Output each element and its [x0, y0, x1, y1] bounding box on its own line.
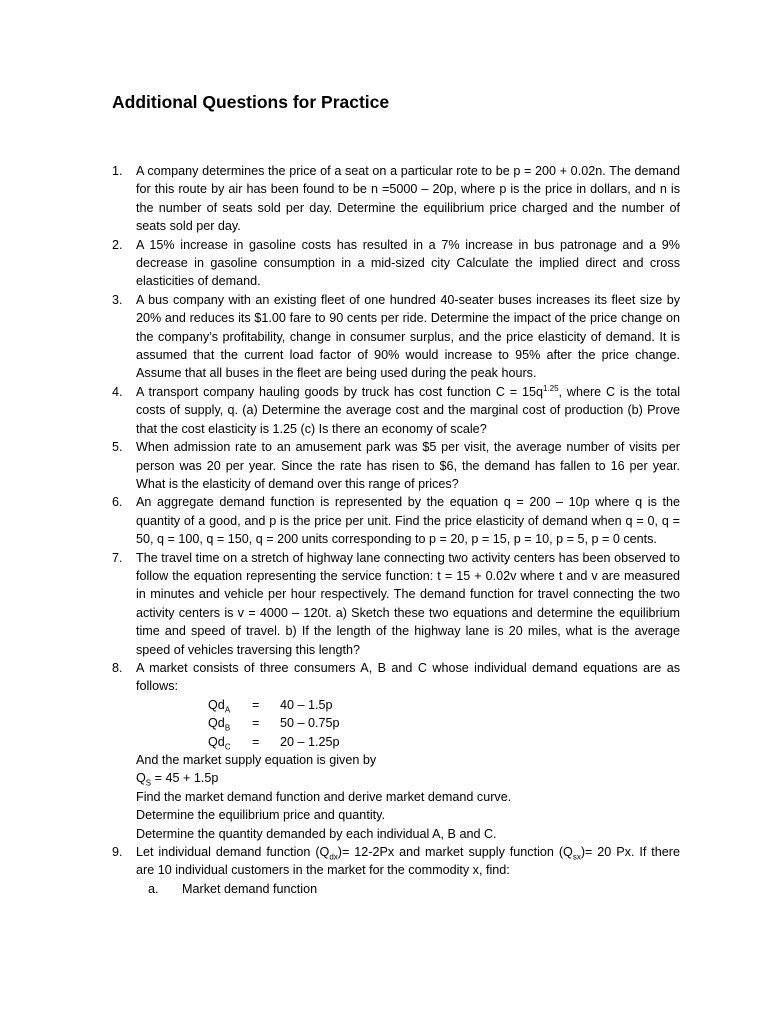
equation-lhs: $Qd_A$	[208, 697, 231, 715]
question-6	[112, 493, 680, 548]
question-text: Let individual demand function $(Q_{dx})= 12-2Px$ and market supply function $(Q_{sx})= 20$ Px. If there are 10 individual customers in the market for the commodity x, find:	[136, 845, 680, 878]
question-text: A market consists of three consumers A, B and C whose individual demand equations are as follows:	[136, 660, 680, 694]
question-3	[112, 291, 680, 383]
question-number: 2.	[112, 237, 123, 252]
demand-equation-a	[136, 696, 680, 714]
question-text: When admission rate to an amusement park was $5 per visit, the average number of visits per person was 20 per year. Since the rate has risen to $6, the demand has fallen to 16 per year. What is the elasticity of demand over this range of prices?	[136, 440, 680, 491]
sub-question-text: Market demand function	[182, 881, 318, 896]
question-text: A company determines the price of a seat on a particular rote to be p = 200 + 0.02n. The demand for this route by air has been found to be n =5000 – 20p, where p is the price in dollars, and n is the number of seats sold per day. Determine the equilibrium price charged and the number of seats sold per day.	[136, 164, 680, 234]
exponent: 1.25	[542, 383, 559, 393]
question-text: A 15% increase in gasoline costs has resulted in a 7% increase in bus patronage and a 9% decrease in gasoline consumption in a mid-sized city Calculate the implied direct and cross elasticities of demand.	[136, 237, 680, 289]
question-text: An aggregate demand function is represented by the equation q = 200 – 10p where q is the quantity of a good, and p is the price per unit. Find the price elasticity of demand when q = 0, q = 50, q = 100, q = 150, q = 200 units corresponding to p = 20, p = 15, p = 10, p = 5, p = 0 cents.	[136, 495, 680, 547]
task-2: Determine the equilibrium price and quantity.	[136, 808, 385, 823]
question-7	[112, 549, 680, 659]
task-3: Determine the quantity demanded by each individual A, B and C.	[136, 826, 497, 841]
question-number: 1.	[112, 164, 123, 178]
sub-question-letter: a.	[148, 881, 159, 896]
equation-rhs: 40 – 1.5p	[280, 697, 333, 712]
question-list	[112, 162, 680, 898]
supply-intro: And the market supply equation is given by	[136, 753, 377, 767]
equals-sign: =	[252, 697, 260, 712]
equation-rhs: 50 – 0.75p	[280, 716, 340, 731]
demand-equation-c	[136, 733, 680, 751]
question-number: 9.	[112, 845, 123, 860]
equation-lhs: $Qd_C$	[208, 734, 231, 752]
supply-equation: $Q_S = 45 + 1.5p$	[136, 771, 219, 788]
question-8	[112, 659, 680, 843]
question-number: 6.	[112, 495, 123, 510]
sub-question-a	[148, 880, 680, 898]
question-5	[112, 438, 680, 493]
equation-rhs: 20 – 1.25p	[280, 734, 340, 749]
question-1	[112, 162, 680, 236]
page-title: Additional Questions for Practice	[112, 92, 390, 112]
question-text: The travel time on a stretch of highway lane connecting two activity centers has been observed to follow the equation representing the service function: t = 15 + 0.02v where t and v are measured in minutes and vehicle per hour respectively. The demand function for travel connecting the two activity centers is v = 4000 – 120t. a) Sketch these two equations and determine the equilibrium time and speed of travel. b) If the length of the highway lane is 20 miles, what is the average speed of vehicles traversing this length?	[136, 550, 680, 657]
equals-sign: =	[252, 716, 260, 731]
question-number: 8.	[112, 660, 123, 675]
task-1: Find the market demand function and derive market demand curve.	[136, 789, 512, 804]
question-text: A transport company hauling goods by truck has cost function C = 15q	[136, 384, 543, 399]
question-4	[112, 383, 680, 438]
question-text-cont: , where C is the total costs of supply, q. (a) Determine the average cost and the marginal cost of production (b) Prove that the cost elasticity is 1.25 (c) Is there an economy of scale?	[136, 384, 681, 436]
question-number: 3.	[112, 292, 123, 307]
equals-sign: =	[252, 734, 260, 749]
question-2	[112, 236, 680, 291]
question-9	[112, 843, 680, 898]
question-number: 5.	[112, 440, 123, 455]
question-number: 7.	[112, 550, 123, 565]
equation-lhs: $Qd_B$	[208, 716, 231, 733]
demand-equation-b	[136, 714, 680, 732]
question-text: A bus company with an existing fleet of one hundred 40-seater buses increases its fleet size by 20% and reduces its $1.00 fare to 90 cents per ride. Determine the impact of the price change on the company’s profitability, change in consumer surplus, and the price elasticity of demand. It is assumed that the current load factor of 90% would increase to 95% after the price change. Assume that all buses in the fleet are being used during the peak hours.	[136, 292, 680, 381]
question-number: 4.	[112, 384, 123, 399]
